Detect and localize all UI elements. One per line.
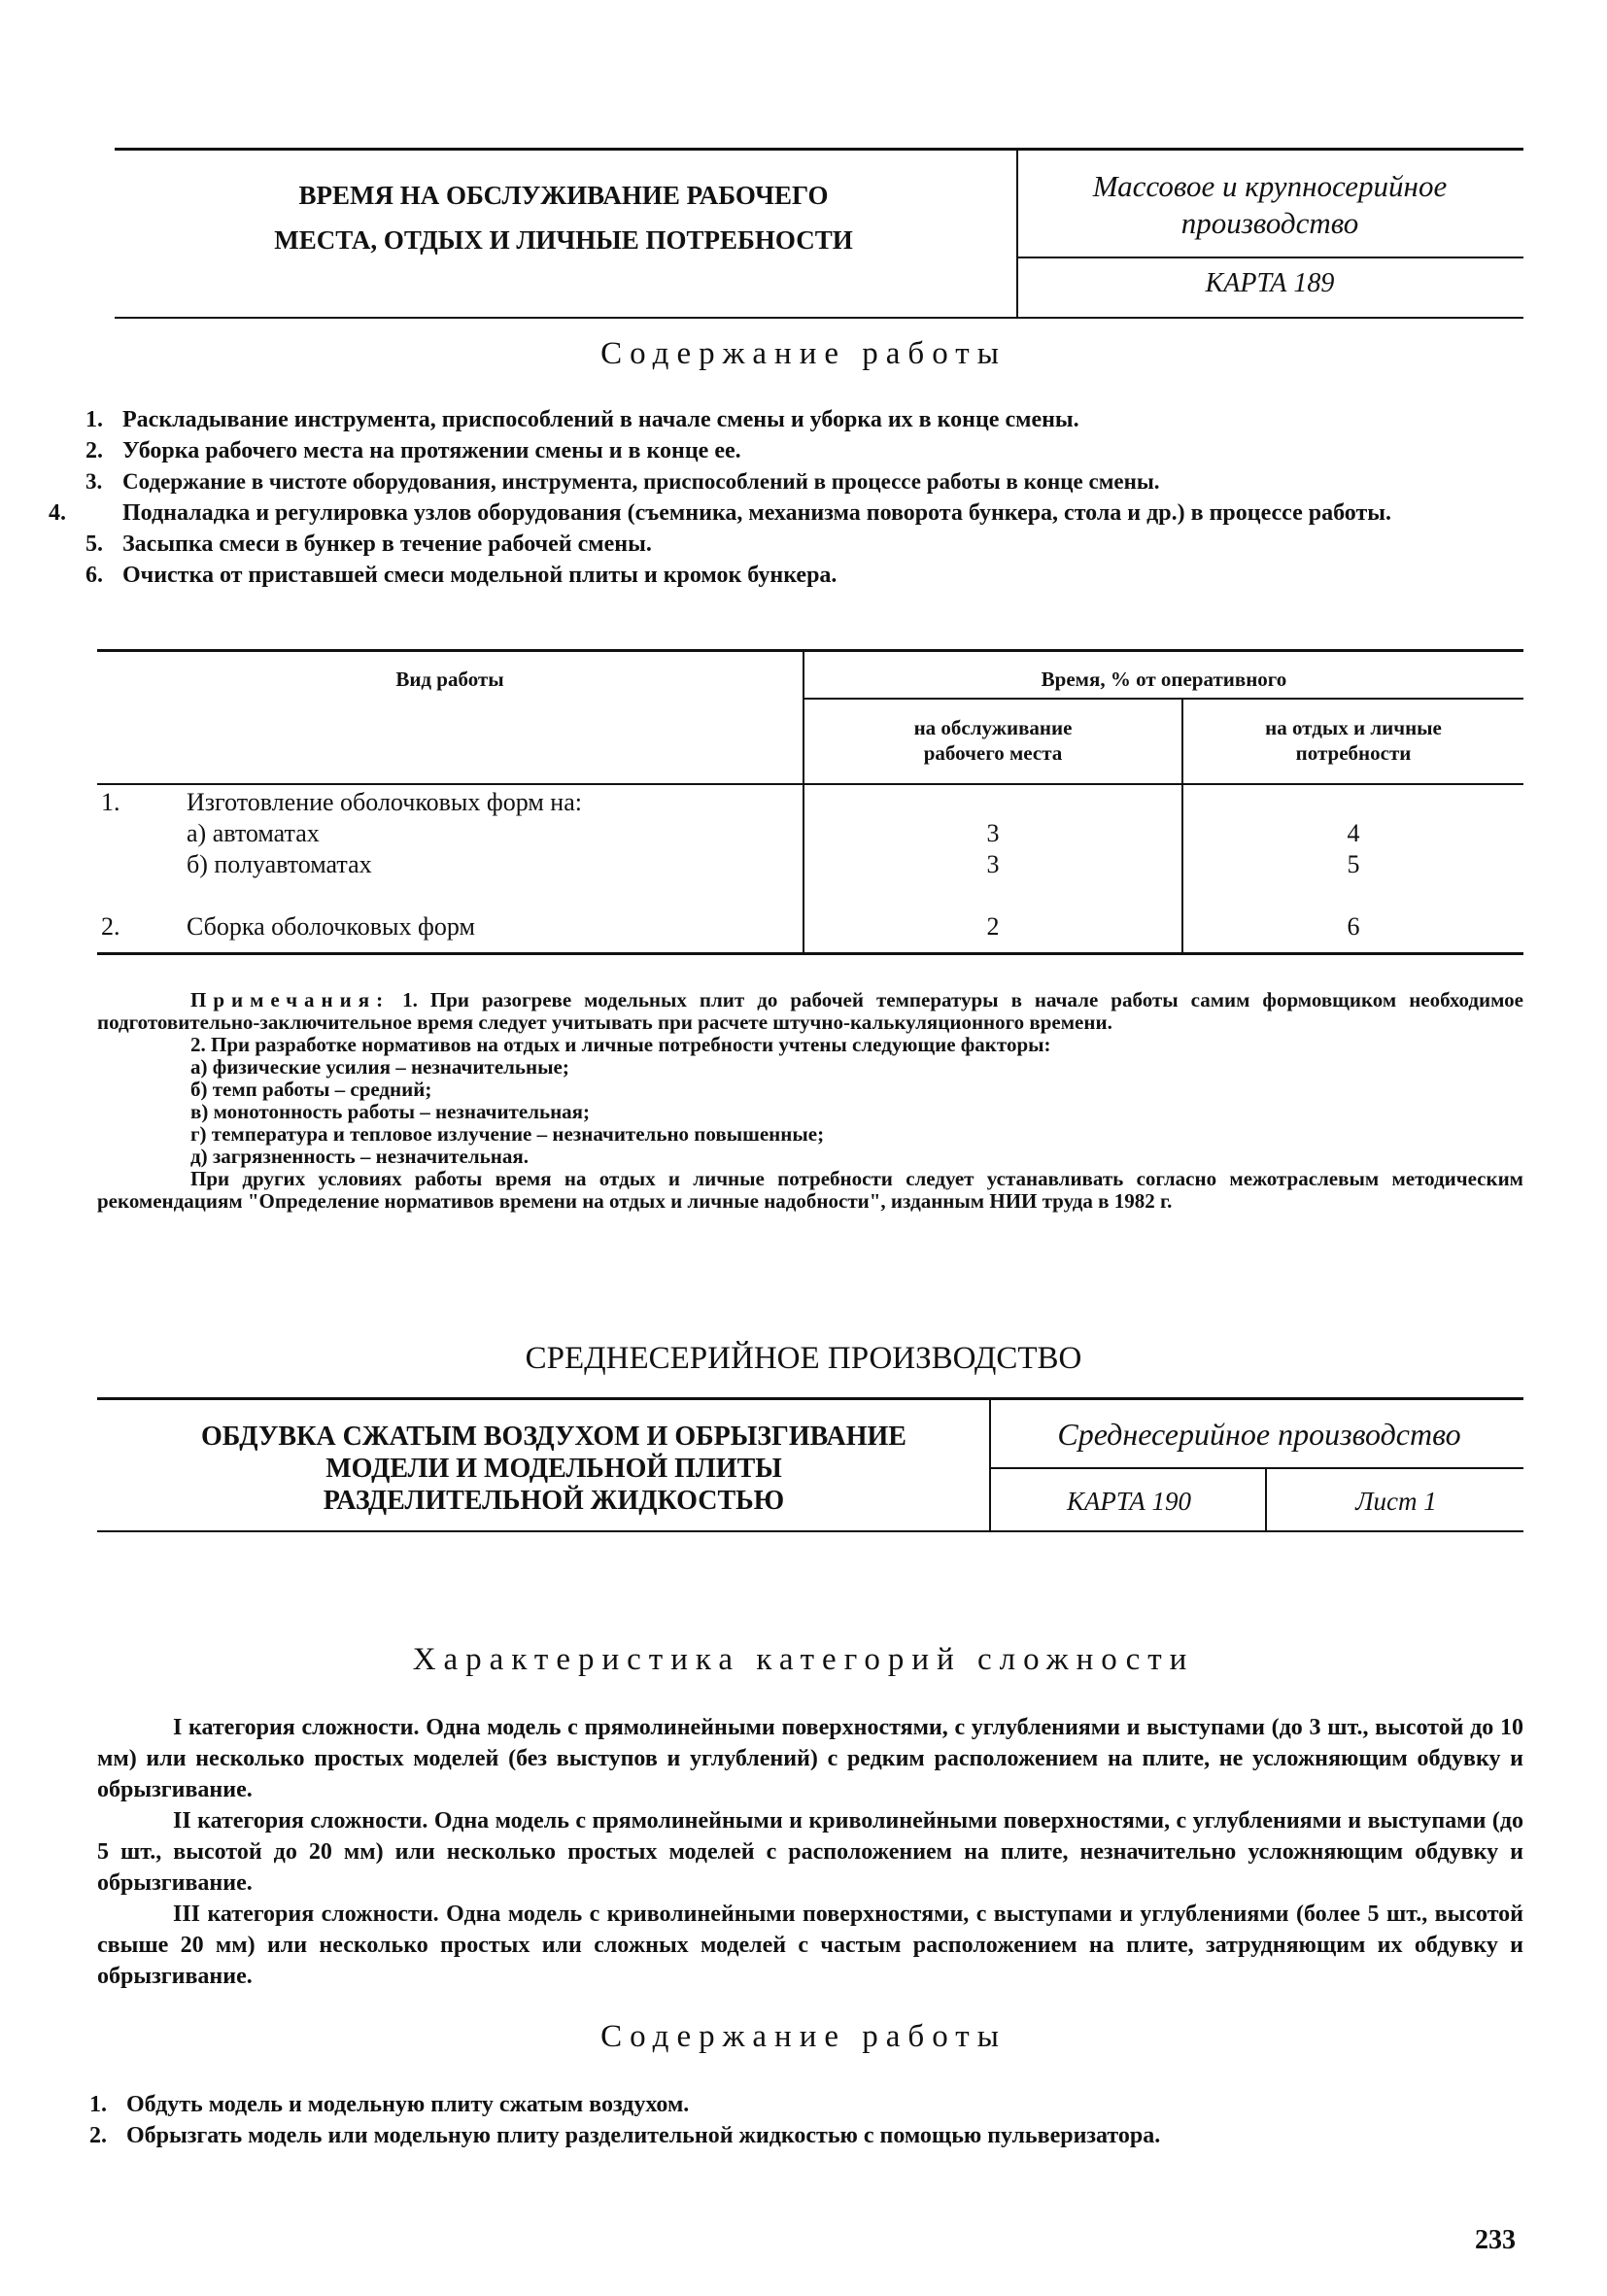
card190-title-line1: ОБДУВКА СЖАТЫМ ВОЗДУХОМ И ОБРЫЗГИВАНИЕ xyxy=(201,1422,906,1452)
list-item: 4. Подналадка и регулировка узлов оборудования (съемника, механизма поворота бункера, стола и др.) в процессе работы. xyxy=(49,500,1392,526)
note-factor: а) физические усилия – незначительные; xyxy=(190,1055,569,1079)
work-content-heading: Содержание работы xyxy=(600,336,1007,371)
list-item: 1. Обдуть модель и модельную плиту сжатым воздухом. xyxy=(89,2092,690,2117)
note-factor: д) загрязненность – незначительная. xyxy=(190,1145,529,1168)
work-list xyxy=(49,404,1523,591)
table-row: б) полуавтоматах 3 5 xyxy=(187,850,1360,878)
card190-top-rule xyxy=(97,1397,1523,1400)
table-row: а) автоматах 3 4 xyxy=(187,819,1360,847)
list-item: 2. Уборка рабочего места на протяжении смены и в конце ее. xyxy=(85,438,741,463)
note-factor: г) температура и тепловое излучение – незначительно повышенные; xyxy=(190,1122,825,1146)
list-item: 2. Обрызгать модель или модельную плиту разделительной жидкостью с помощью пульверизатора. xyxy=(89,2123,1161,2148)
page-number: 233 xyxy=(1475,2225,1516,2255)
card190-bottom-rule xyxy=(97,1530,1523,1532)
note-factor: б) темп работы – средний; xyxy=(190,1078,432,1101)
list-item: 3. Содержание в чистоте оборудования, инструмента, приспособлений в процессе работы в конце смены. xyxy=(85,469,1160,494)
complexity-list xyxy=(97,1712,1523,1992)
complexity-category-3: III категория сложности. Одна модель с криволинейными поверхностями, с выступами и углублениями (более 5 шт., высотой свыше 20 мм) или несколько простых или сложных моделей с частым расположением на плите, затрудняющим их обдувку и обрызгивание. xyxy=(97,1902,1523,1989)
complexity-category-2: II категория сложности. Одна модель с прямолинейными и криволинейными поверхностями, с углублениями и выступами (до 5 шт., высотой до 20 мм) или несколько простых моделей с расположением на плите, незначительно усложняющим обдувку и обрызгивание. xyxy=(97,1808,1523,1896)
note-1: Примечания: 1. При разогреве модельных плит до рабочей температуры в начале работы самим формовщиком необходимое подготовительно-заключительное время следует учитывать при расчете штучно-калькуляционного времени. xyxy=(97,988,1523,1034)
card190-title xyxy=(117,1421,991,1517)
card189-title xyxy=(117,173,1010,262)
table-header-time: Время, % от оперативного xyxy=(1041,668,1287,691)
complexity-category-1: I категория сложности. Одна модель с прямолинейными поверхностями, с углублениями и выступами (до 3 шт., высотой до 10 мм) или несколько простых моделей (без выступов и углублений) с редким расположением на плите, не усложняющим обдувку и обрызгивание. xyxy=(97,1715,1523,1802)
card189-production xyxy=(1022,168,1518,242)
table-row: 2. Сборка оболочковых форм 2 6 xyxy=(101,912,1360,941)
table-header-service: на обслуживание рабочего места xyxy=(913,716,1073,765)
card190-title-line2: МОДЕЛИ И МОДЕЛЬНОЙ ПЛИТЫ xyxy=(325,1454,782,1484)
card190-production: Среднесерийное производство xyxy=(1057,1417,1461,1452)
section-title-medium-series: СРЕДНЕСЕРИЙНОЕ ПРОИЗВОДСТВО xyxy=(525,1341,1082,1376)
table-header-bottom-rule xyxy=(97,783,1523,785)
card189-title-line1: ВРЕМЯ НА ОБСЛУЖИВАНИЕ РАБОЧЕГО xyxy=(298,181,829,210)
complexity-heading: Характеристика категорий сложности xyxy=(412,1642,1195,1677)
table-header-rest: на отдых и личные потребности xyxy=(1265,716,1442,765)
table-row: 1. Изготовление оболочковых форм на: xyxy=(101,788,582,816)
card189-number: КАРТА 189 xyxy=(1205,268,1335,298)
list-item: 1. Раскладывание инструмента, приспособлений в начале смены и уборка их в конце смены. xyxy=(85,407,1079,432)
list-item: 6. Очистка от приставшей смеси модельной плиты и кромок бункера. xyxy=(85,563,838,588)
note-2-intro: 2. При разработке нормативов на отдых и личные потребности учтены следующие факторы: xyxy=(190,1033,1051,1056)
card189-divider xyxy=(1016,148,1018,319)
list-item: 5. Засыпка смеси в бункер в течение рабочей смены. xyxy=(85,531,652,557)
card189-card-rule xyxy=(1018,257,1523,258)
table-bottom-rule xyxy=(97,952,1523,955)
card189-title-line2: МЕСТА, ОТДЫХ И ЛИЧНЫЕ ПОТРЕБНОСТИ xyxy=(274,225,853,255)
card189-production-line1: Массовое и крупносерийное xyxy=(1092,169,1448,203)
work-content2-heading: Содержание работы xyxy=(600,2019,1007,2054)
card189-production-line2: производство xyxy=(1180,206,1359,240)
note-factor: в) монотонность работы – незначительная; xyxy=(190,1100,591,1123)
work-list-2 xyxy=(89,2089,1523,2151)
card189-bottom-rule xyxy=(115,317,1523,319)
card189-top-rule xyxy=(115,148,1523,151)
table-header-work-type: Вид работы xyxy=(395,668,504,691)
card190-card-rule xyxy=(991,1467,1523,1469)
note-closing: При других условиях работы время на отдых и личные потребности следует устанавливать согласно межотраслевым методическим рекомендациям "Определение нормативов времени на отдых и личные надобности", изданным НИИ труда в 1982 г. xyxy=(97,1167,1523,1213)
card190-number: КАРТА 190 xyxy=(1067,1487,1191,1516)
table-top-rule xyxy=(97,649,1523,652)
notes-block xyxy=(97,989,1523,1213)
table-subhead-rule xyxy=(803,698,1523,700)
card190-sheet: Лист 1 xyxy=(1355,1487,1437,1516)
card190-title-line3: РАЗДЕЛИТЕЛЬНОЙ ЖИДКОСТЬЮ xyxy=(323,1486,785,1516)
